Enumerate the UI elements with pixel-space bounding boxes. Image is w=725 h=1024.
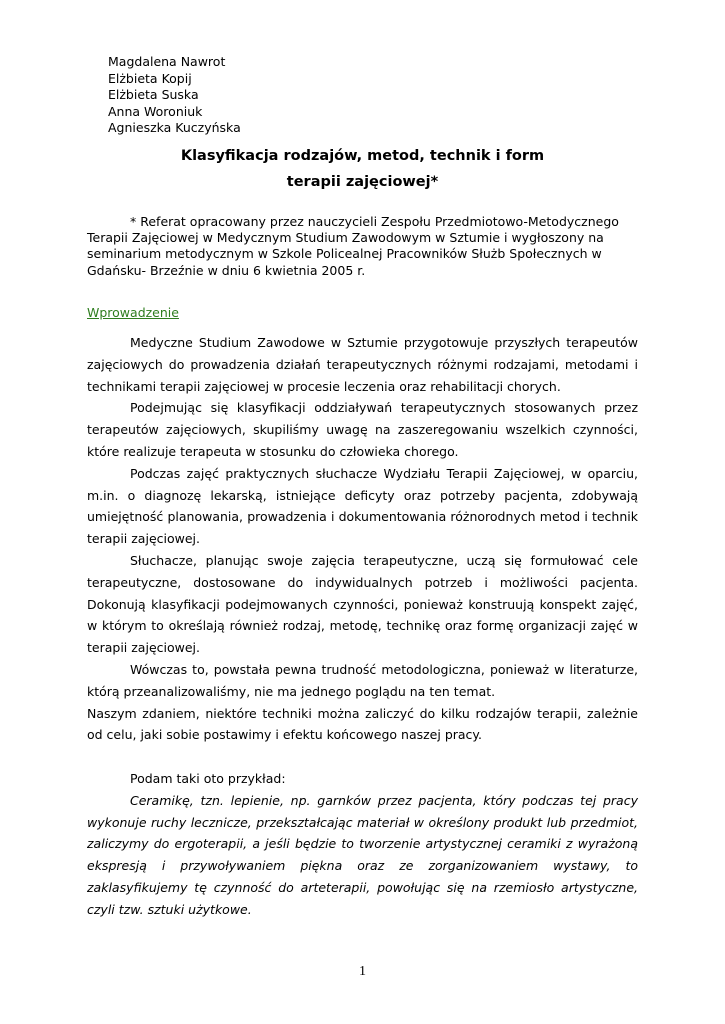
paragraph: Medyczne Studium Zawodowe w Sztumie przygotowuje przyszłych terapeutów zajęciowych do prowadzenia działań terapeutycznych różnymi rodzajami, metodami i technikami terapii zajęciowej w procesie leczenia oraz rehabilitacji chorych. xyxy=(87,335,638,394)
body-text xyxy=(87,332,638,921)
author-name: Magdalena Nawrot xyxy=(108,54,226,69)
paragraph: Naszym zdaniem, niektóre techniki można zaliczyć do kilku rodzajów terapii, zależnie od celu, jaki sobie postawimy i efektu końcowego naszej pracy. xyxy=(87,705,638,743)
paragraph: Słuchacze, planując swoje zajęcia terapeutyczne, uczą się formułować cele terapeutyczne, dostosowane do indywidualnych potrzeb i możliwości pacjenta. Dokonują klasyfikacji podejmowanych czynności, ponieważ konstruują konspekt zajęć, w którym to określają również rodzaj, metodę, technikę oraz formę organizacji zajęć w terapii zajęciowej. xyxy=(87,552,638,656)
author-name: Elżbieta Suska xyxy=(108,87,199,102)
author-name: Anna Woroniuk xyxy=(108,103,203,119)
document-title-line-2: terapii zajęciowej* xyxy=(286,174,439,190)
paragraph: Wówczas to, powstała pewna trudność metodologiczna, ponieważ w literaturze, którą przeanalizowaliśmy, nie ma jednego poglądu na ten temat. xyxy=(87,661,638,699)
paragraph: Podam taki oto przykład: xyxy=(130,770,286,786)
document-title-line-1: Klasyfikacja rodzajów, metod, technik i form xyxy=(180,148,545,164)
section-heading-introduction: Wprowadzenie xyxy=(87,305,179,320)
paragraph: Podejmując się klasyfikacji oddziaływań terapeutycznych stosowanych przez terapeutów zajęciowych, skupiliśmy uwagę na zaszeregowaniu wszelkich czynności, które realizuje terapeuta w stosunku do człowieka chorego. xyxy=(87,400,638,459)
footnote-note: * Referat opracowany przez nauczycieli Zespołu Przedmiotowo-Metodycznego Terapii Zajęciowej w Medycznym Studium Zawodowym w Sztumie i wygłoszony na seminarium metodycznym w Szkole Policealnej Pracowników Służb Społecznych w Gdańsku- Brzeźnie w dniu 6 kwietnia 2005 r. xyxy=(87,214,619,278)
blank-line xyxy=(87,746,638,768)
paragraph: Podczas zajęć praktycznych słuchacze Wydziału Terapii Zajęciowej, w oparciu, m.in. o diagnozę lekarską, istniejące deficyty oraz potrzeby pacjenta, zdobywają umiejętność planowania, prowadzenia i dokumentowania różnorodnych metod i technik terapii zajęciowej. xyxy=(87,465,638,547)
example-paragraph: Ceramikę, tzn. lepienie, np. garnków przez pacjenta, który podczas tej pracy wykonuje ruchy lecznicze, przekształcając materiał w określony produkt lub przedmiot, zaliczymy do ergoterapii, a jeśli będzie to tworzenie artystycznej ceramiki z wyrażoną ekspresją i przywoływaniem piękna oraz ze zorganizowaniem wystawy, to zaklasyfikujemy tę czynność do arteterapii, powołując się na rzemiosło artystyczne, czyli tzw. sztuki użytkowe. xyxy=(87,792,638,917)
author-name: Elżbieta Kopij xyxy=(108,70,192,86)
author-list xyxy=(108,54,241,137)
page-number: 1 xyxy=(359,964,366,979)
author-name: Agnieszka Kuczyńska xyxy=(108,120,241,135)
